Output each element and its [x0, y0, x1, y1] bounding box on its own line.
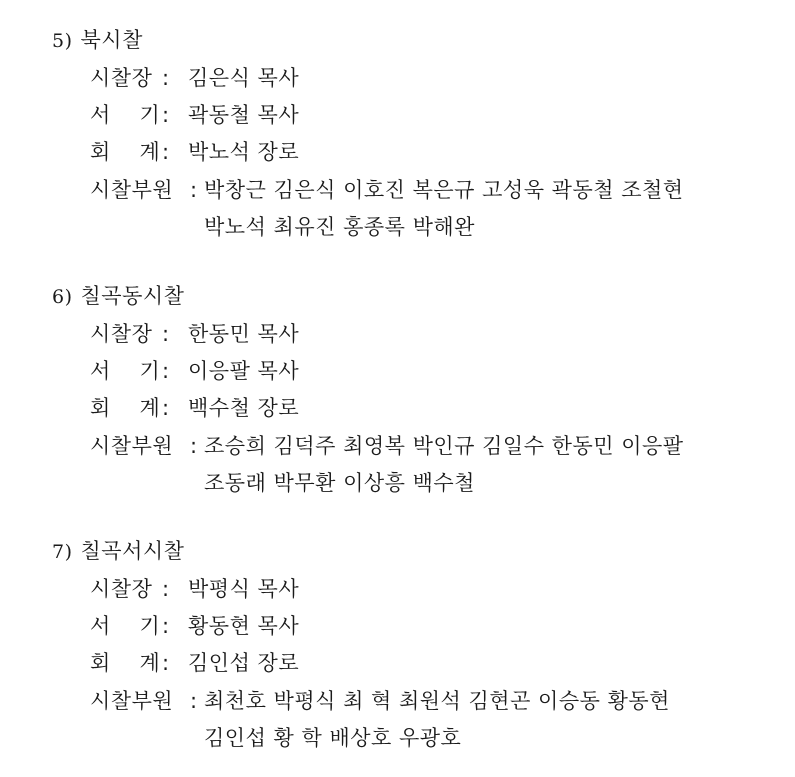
president-value: 김은식 목사	[188, 66, 300, 90]
president-value: 한동민 목사	[188, 322, 300, 346]
clerk-value: 곽동철 목사	[188, 103, 300, 127]
section-heading	[52, 282, 184, 311]
members-value-line2: 김인섭 황 학 배상호 우광호	[204, 726, 462, 750]
colon: :	[162, 140, 170, 164]
members-label: 시찰부원	[90, 178, 174, 202]
section-heading	[52, 26, 143, 55]
section-number: 7)	[52, 541, 73, 563]
members-value-line2: 박노석 최유진 홍종록 박해완	[204, 215, 475, 239]
section-heading	[52, 537, 184, 566]
president-value: 박평식 목사	[188, 577, 300, 601]
colon: :	[162, 359, 170, 383]
colon: :	[162, 577, 170, 601]
members-value-line1: 최천호 박평식 최 혁 최원석 김현곤 이승동 황동현	[204, 689, 670, 713]
clerk-label: 서 기	[90, 614, 161, 638]
section-title: 칠곡동시찰	[80, 284, 185, 308]
colon: :	[162, 103, 170, 127]
colon: :	[190, 434, 198, 458]
president-label: 시찰장	[90, 66, 153, 90]
colon: :	[162, 396, 170, 420]
colon: :	[190, 178, 198, 202]
colon: :	[162, 651, 170, 675]
section-title: 칠곡서시찰	[80, 539, 185, 563]
clerk-value: 이응팔 목사	[188, 359, 300, 383]
section-number: 6)	[52, 286, 73, 308]
section-number: 5)	[52, 30, 73, 52]
clerk-value: 황동현 목사	[188, 614, 300, 638]
clerk-label: 서 기	[90, 103, 161, 127]
treasurer-label: 회 계	[90, 651, 161, 675]
clerk-label: 서 기	[90, 359, 161, 383]
members-value-line1: 박창근 김은식 이호진 복은규 고성욱 곽동철 조철현	[204, 178, 684, 202]
section-title: 북시찰	[80, 28, 143, 52]
president-label: 시찰장	[90, 322, 153, 346]
colon: :	[190, 689, 198, 713]
members-label: 시찰부원	[90, 689, 174, 713]
treasurer-label: 회 계	[90, 140, 161, 164]
treasurer-value: 김인섭 장로	[188, 651, 300, 675]
colon: :	[162, 322, 170, 346]
president-label: 시찰장	[90, 577, 153, 601]
treasurer-value: 백수철 장로	[188, 396, 300, 420]
members-value-line2: 조동래 박무환 이상흥 백수철	[204, 471, 475, 495]
colon: :	[162, 66, 170, 90]
members-value-line1: 조승희 김덕주 최영복 박인규 김일수 한동민 이응팔	[204, 434, 684, 458]
treasurer-label: 회 계	[90, 396, 161, 420]
treasurer-value: 박노석 장로	[188, 140, 300, 164]
members-label: 시찰부원	[90, 434, 174, 458]
colon: :	[162, 614, 170, 638]
